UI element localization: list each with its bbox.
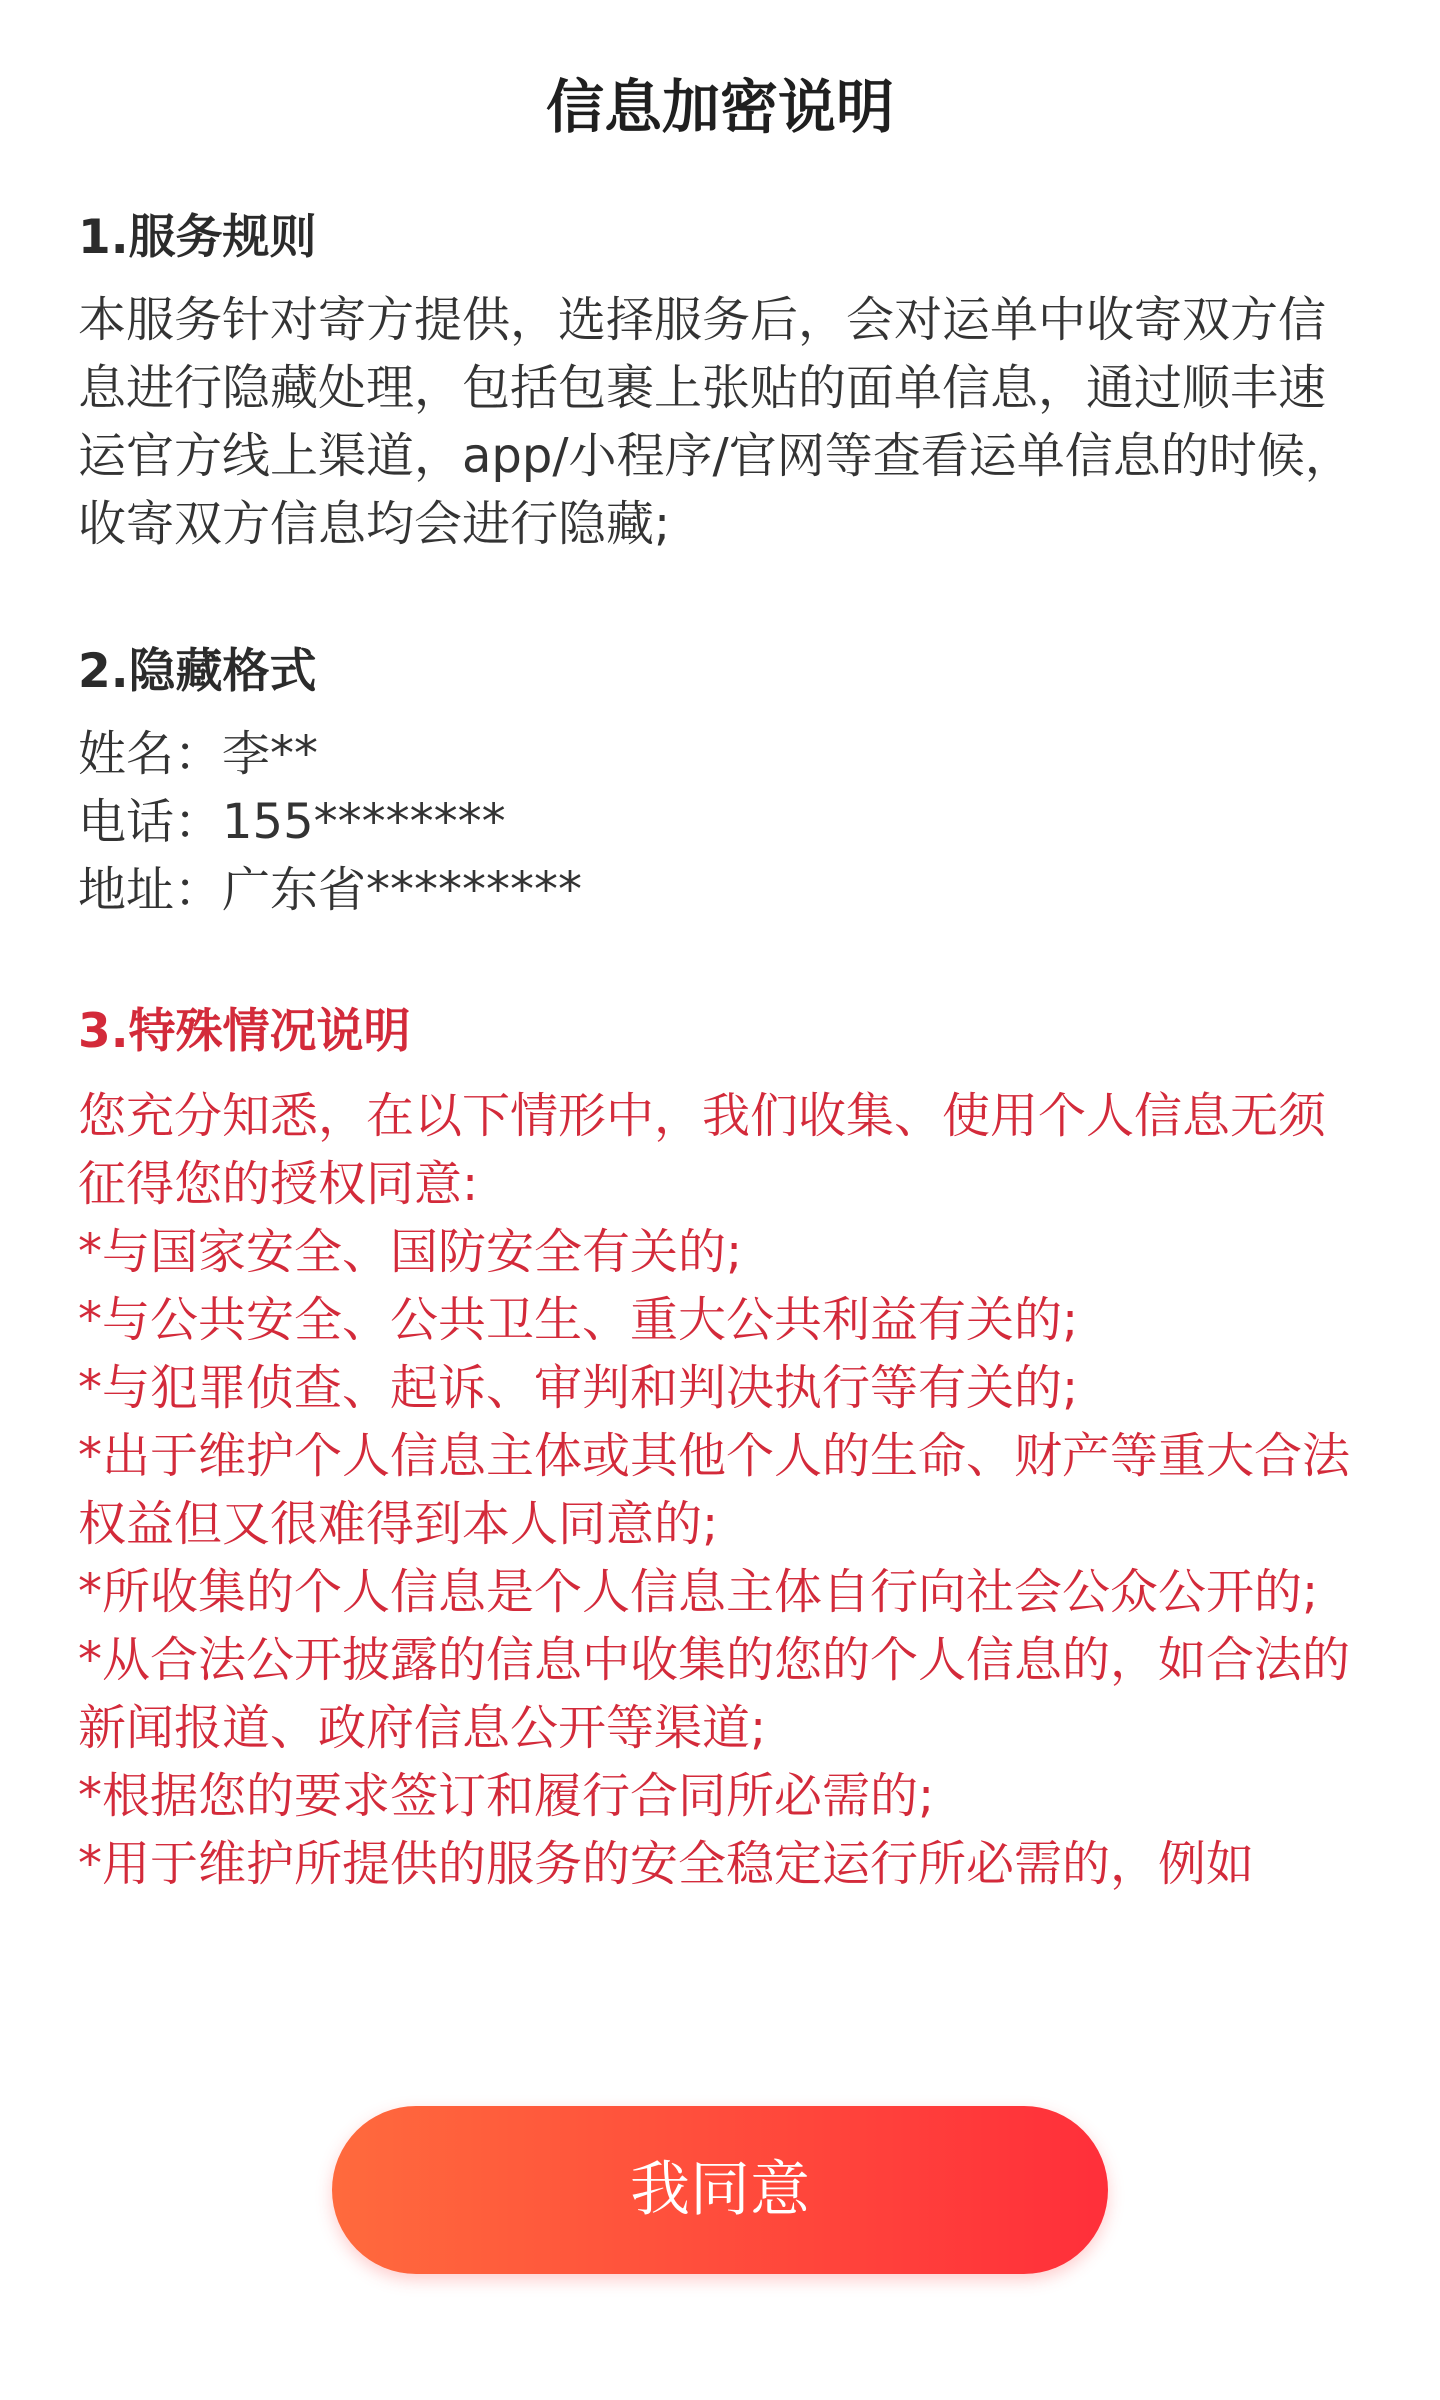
section-heading-format: 2.隐藏格式	[78, 644, 317, 699]
section-hide-format	[78, 636, 1368, 924]
section-heading-special: 3.特殊情况说明	[78, 1004, 411, 1059]
agree-button[interactable]: 我同意	[332, 2106, 1108, 2274]
special-item: *用于维护所提供的服务的安全稳定运行所必需的，例如	[78, 1836, 1255, 1892]
special-item: *所收集的个人信息是个人信息主体自行向社会公众公开的;	[78, 1564, 1319, 1620]
content-scroll-area[interactable]	[78, 202, 1368, 2062]
format-line-name: 姓名：李**	[78, 726, 319, 782]
format-lines	[78, 720, 1368, 924]
section-heading-rules: 1.服务规则	[78, 210, 317, 265]
special-items	[78, 1218, 1368, 1898]
page-title: 信息加密说明	[545, 73, 894, 141]
special-item: *与国家安全、国防安全有关的;	[78, 1224, 743, 1280]
special-item: *出于维护个人信息主体或其他个人的生命、财产等重大合法权益但又很难得到本人同意的;	[78, 1428, 1351, 1552]
special-item: *根据您的要求签订和履行合同所必需的;	[78, 1768, 935, 1824]
section-special-cases	[78, 996, 1368, 1898]
special-item: *与公共安全、公共卫生、重大公共利益有关的;	[78, 1292, 1079, 1348]
section-text-rules: 本服务针对寄方提供，选择服务后，会对运单中收寄双方信息进行隐藏处理，包括包裹上张贴的面单信息，通过顺丰速运官方线上渠道，app/小程序/官网等查看运单信息的时候，收寄双方信息均会进行隐藏;	[78, 292, 1353, 552]
special-item: *与犯罪侦查、起诉、审判和判决执行等有关的;	[78, 1360, 1079, 1416]
section-intro-special: 您充分知悉，在以下情形中，我们收集、使用个人信息无须征得您的授权同意:	[78, 1088, 1327, 1212]
format-line-address: 地址：广东省*********	[78, 862, 583, 918]
special-item: *从合法公开披露的信息中收集的您的个人信息的，如合法的新闻报道、政府信息公开等渠道;	[78, 1632, 1351, 1756]
section-service-rules	[78, 202, 1368, 558]
format-line-phone: 电话：155********	[78, 794, 506, 850]
